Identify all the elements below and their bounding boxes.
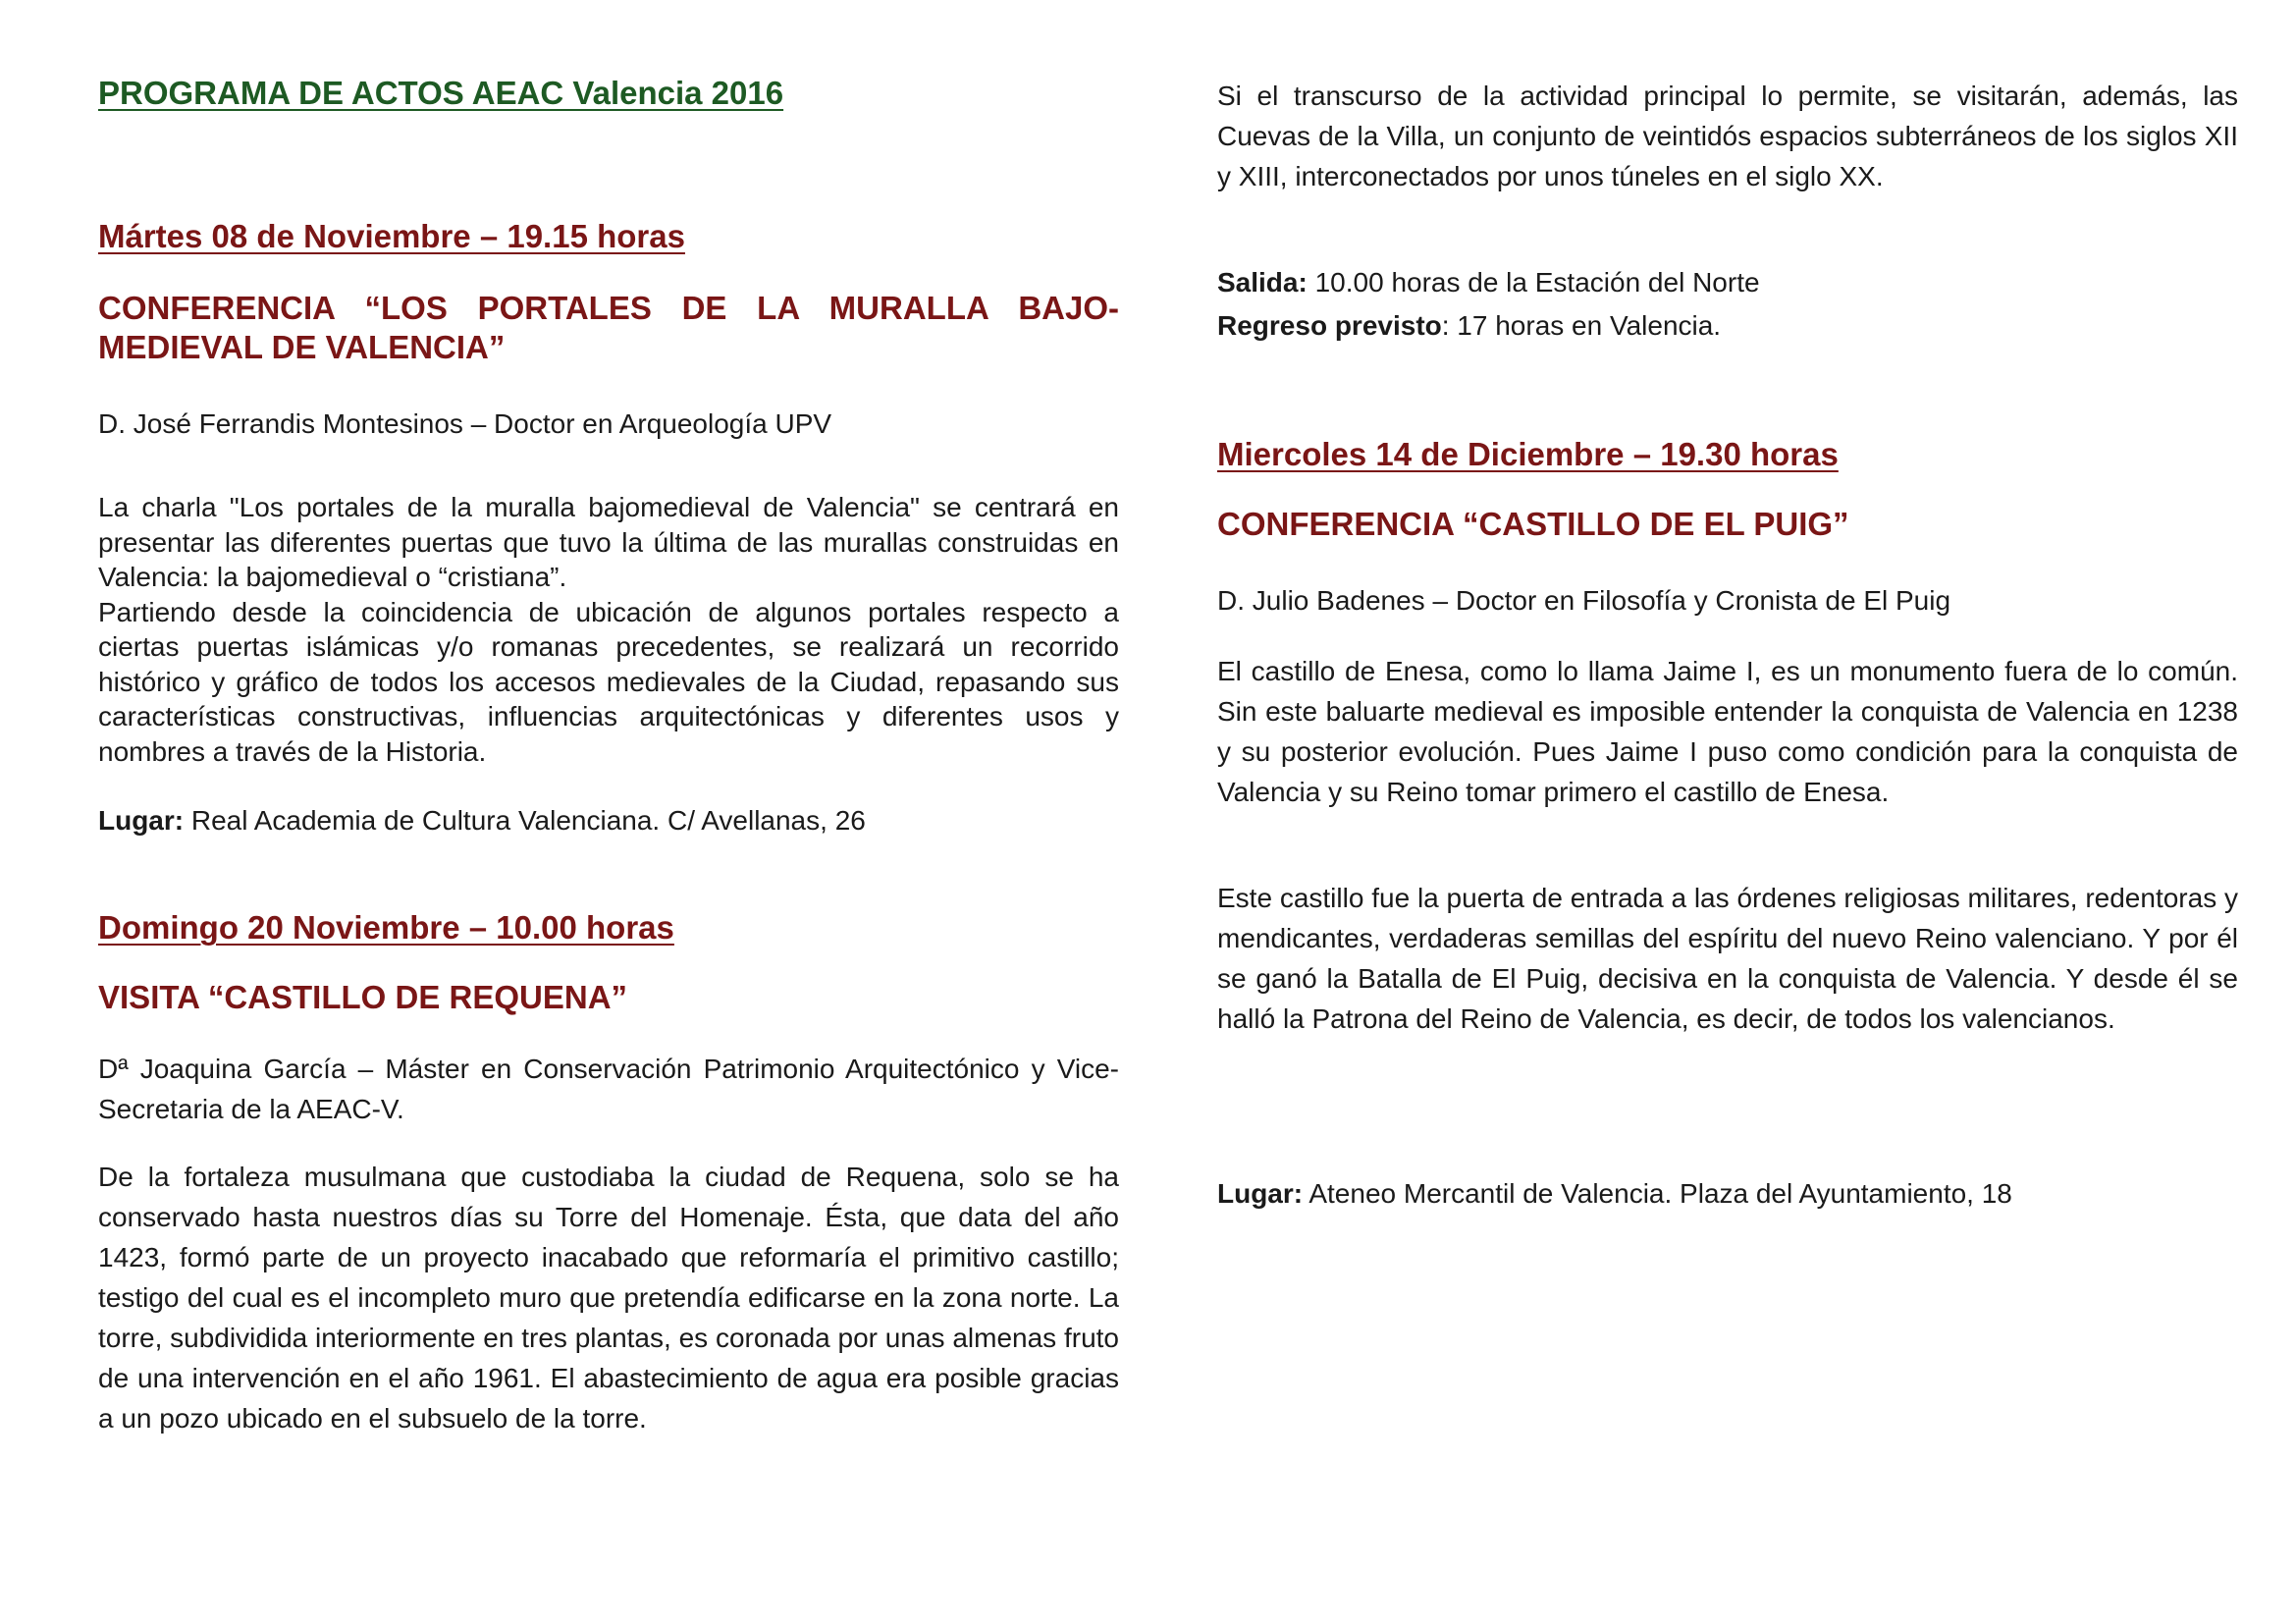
event-2-description: De la fortaleza musulmana que custodiaba la ciudad de Requena, solo se ha conservado hasta nuestros días su Torre del Homenaje. Ésta, que data del año 1423, formó parte de un proyecto inacabado que reformaría el primitivo castillo; testigo del cual es el incompleto muro que pretendía edificarse en la zona norte. La torre, subdividida interiormente en tres plantas, es coronada por unas almenas fruto de una intervención en el año 1961. El abastecimiento de agua era posible gracias a un pozo ubicado en el subsuelo de la torre. xyxy=(98,1162,1119,1434)
event-2-title: VISITA “CASTILLO DE REQUENA” xyxy=(98,979,628,1015)
event-3-description-paragraph-1: El castillo de Enesa, como lo llama Jaime I, es un monumento fuera de lo común. Sin este baluarte medieval es imposible entender la conquista de Valencia en 1238 y su posterior evolución. Pues Jaime I puso como condición para la conquista de Valencia y su Reino tomar primero el castillo de Enesa. xyxy=(1217,656,2238,807)
event-2-return xyxy=(1217,304,2238,348)
event-2-departure-value: 10.00 horas de la Estación del Norte xyxy=(1307,267,1760,298)
event-3-speaker: D. Julio Badenes – Doctor en Filosofía y Cronista de El Puig xyxy=(1217,585,1951,616)
event-2-departure-label: Salida: xyxy=(1217,267,1308,298)
event-3-place xyxy=(1217,1172,2238,1216)
event-1-date-heading: Mártes 08 de Noviembre – 19.15 horas xyxy=(98,218,685,254)
event-1-description xyxy=(98,490,1119,769)
event-3-date-heading: Miercoles 14 de Diciembre – 19.30 horas xyxy=(1217,436,1839,472)
event-1-place-label: Lugar: xyxy=(98,805,185,836)
event-1-description-paragraph-2: Partiendo desde la coincidencia de ubicación de algunos portales respecto a ciertas puertas islámicas y/o romanas precedentes, se realizará un recorrido histórico y gráfico de todos los accesos medievales de la Ciudad, repasando sus características constructivas, influencias arquitectónicas y diferentes usos y nombres a través de la Historia. xyxy=(98,596,1119,767)
event-1-place-value: Real Academia de Cultura Valenciana. C/ Avellanas, 26 xyxy=(184,805,866,836)
event-2-date-heading: Domingo 20 Noviembre – 10.00 horas xyxy=(98,909,674,946)
event-1-place xyxy=(98,799,1119,842)
event-3-place-value: Ateneo Mercantil de Valencia. Plaza del Ayuntamiento, 18 xyxy=(1303,1178,2012,1209)
event-2-departure xyxy=(1217,261,2238,304)
event-2-extra-visit-paragraph: Si el transcurso de la actividad principal lo permite, se visitarán, además, las Cuevas de la Villa, un conjunto de veintidós espacios subterráneos de los siglos XII y XIII, interconectados por unos túneles en el siglo XX. xyxy=(1217,81,2238,191)
event-2-return-label: Regreso previsto xyxy=(1217,310,1442,341)
event-3-description-paragraph-2: Este castillo fue la puerta de entrada a las órdenes religiosas militares, redentoras y mendicantes, verdaderas semillas del espíritu del nuevo Reino valenciano. Y por él se ganó la Batalla de El Puig, decisiva en la conquista de Valencia. Y desde él se halló la Patrona del Reino de Valencia, es decir, de todos los valencianos. xyxy=(1217,883,2238,1034)
event-1-speaker: D. José Ferrandis Montesinos – Doctor en Arqueología UPV xyxy=(98,408,832,439)
event-3-title: CONFERENCIA “CASTILLO DE EL PUIG” xyxy=(1217,506,1849,542)
event-1-title: CONFERENCIA “LOS PORTALES DE LA MURALLA BAJO-MEDIEVAL DE VALENCIA” xyxy=(98,290,1119,365)
document-title: PROGRAMA DE ACTOS AEAC Valencia 2016 xyxy=(98,75,784,111)
event-1-description-paragraph-1: La charla "Los portales de la muralla bajomedieval de Valencia" se centrará en presentar las diferentes puertas que tuvo la última de las murallas construidas en Valencia: la bajomedieval o “cristiana”. xyxy=(98,492,1119,592)
event-2-return-value: : 17 horas en Valencia. xyxy=(1441,310,1722,341)
event-2-speaker: Dª Joaquina García – Máster en Conservación Patrimonio Arquitectónico y Vice-Secretaria de la AEAC-V. xyxy=(98,1054,1119,1124)
event-3-place-label: Lugar: xyxy=(1217,1178,1304,1209)
